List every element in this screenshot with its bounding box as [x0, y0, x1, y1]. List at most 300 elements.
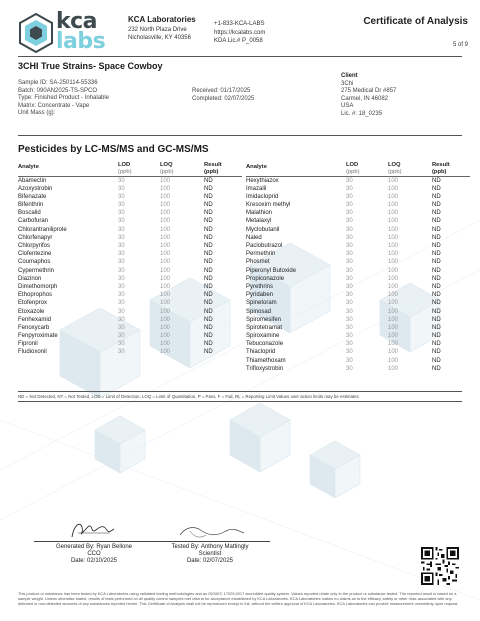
analyte-cell: Imidacloprid	[246, 193, 279, 200]
legal-disclaimer: This product or substance has been tested by KCA Laboratories using validated testing methodologies and an ISO/IEC 17025:2017 accredited quality system. Values reported relate only to the product or substance tested. The reported result is based on a sample weight. Unless otherwise stated, results of tests performed on all quality control samples met criteria for acceptance established by KCA Laboratories. KCA Laboratories makes no claims as to the efficacy, safety or other risks associated with any detected or non-detected amounts of any substances reported herein. This Certificate of Analysis shall not be reproduced except in full, without the written approval of KCA Laboratories. KCA Laboratories can provide measurement uncertainty upon request.	[18, 591, 459, 606]
loq-cell: 100	[160, 185, 171, 192]
analyte-cell: Thiacloprid	[246, 349, 276, 356]
analyte-cell: Etofenprox	[18, 300, 48, 307]
loq-cell: 100	[160, 308, 171, 315]
loq-cell: 100	[388, 349, 399, 356]
loq-cell: 100	[388, 185, 399, 192]
loq-cell: 100	[160, 202, 171, 209]
signature-block-tested	[150, 541, 270, 565]
analyte-cell: Fenhexamid	[18, 316, 52, 323]
loq-cell: 100	[388, 251, 399, 258]
result-cell: ND	[204, 218, 213, 225]
sample-matrix: Matrix: Concentrate - Vape	[18, 102, 90, 109]
table-row	[246, 267, 470, 275]
client-address1: 275 Medical Dr #857	[341, 88, 397, 95]
product-title: 3CHI True Strains- Space Cowboy	[18, 61, 163, 71]
table-row	[18, 324, 242, 332]
table-row	[246, 357, 470, 365]
loq-cell: 100	[388, 333, 399, 340]
lod-cell: 30	[346, 349, 353, 356]
result-cell: ND	[204, 177, 213, 184]
table-row	[246, 316, 470, 324]
analyte-cell: Thiamethoxam	[246, 357, 286, 364]
kca-labs-logo	[18, 9, 120, 54]
analyte-cell: Chlorfenapyr	[18, 234, 53, 241]
loq-cell: 100	[388, 202, 399, 209]
table-row	[246, 300, 470, 308]
result-cell: ND	[204, 341, 213, 348]
analyte-cell: Spinosad	[246, 308, 272, 315]
loq-cell: 100	[160, 251, 171, 258]
lab-license: KDA Lic.# P_0058	[214, 38, 263, 44]
qr-code-icon[interactable]	[421, 547, 459, 585]
table-row	[18, 193, 242, 201]
analyte-cell: Spirotetramat	[246, 324, 283, 331]
table-row	[18, 218, 242, 226]
loq-cell: 100	[160, 234, 171, 241]
header-analyte: Analyte	[246, 164, 267, 170]
analyte-cell: Cypermethrin	[18, 267, 55, 274]
table-bottom-divider	[18, 391, 462, 392]
analyte-cell: Kresoxim methyl	[246, 202, 291, 209]
signer-title: Scientist	[198, 551, 222, 557]
table-row	[246, 177, 470, 185]
lab-name: KCA Laboratories	[128, 15, 196, 24]
result-cell: ND	[204, 283, 213, 290]
batch-number: Batch: 090AN2025-TS-SPCO	[18, 87, 98, 94]
table-row	[18, 292, 242, 300]
result-cell: ND	[204, 234, 213, 241]
analyte-cell: Imazalil	[246, 185, 267, 192]
header-loq-unit: (ppb)	[388, 169, 402, 175]
analyte-cell: Spiromesifen	[246, 316, 282, 323]
table-row	[246, 202, 470, 210]
loq-cell: 100	[160, 300, 171, 307]
table-row	[246, 365, 470, 373]
loq-cell: 100	[388, 324, 399, 331]
result-cell: ND	[432, 226, 441, 233]
result-cell: ND	[204, 349, 213, 356]
lod-cell: 30	[346, 341, 353, 348]
table-row	[246, 226, 470, 234]
lod-cell: 30	[118, 349, 125, 356]
lod-cell: 30	[346, 218, 353, 225]
loq-cell: 100	[160, 349, 171, 356]
table-row	[18, 259, 242, 267]
header-loq: LOQ	[160, 162, 173, 168]
analyte-cell: Pyrethrins	[246, 283, 274, 290]
result-cell: ND	[204, 308, 213, 315]
result-cell: ND	[432, 300, 441, 307]
client-name: 3Chi	[341, 80, 354, 87]
table-row	[18, 251, 242, 259]
result-cell: ND	[432, 316, 441, 323]
lod-cell: 30	[346, 234, 353, 241]
table-row	[18, 185, 242, 193]
analyte-cell: Hexythiazox	[246, 177, 279, 184]
loq-cell: 100	[160, 193, 171, 200]
result-cell: ND	[204, 243, 213, 249]
table-row	[18, 275, 242, 283]
result-cell: ND	[432, 251, 441, 258]
result-cell: ND	[432, 267, 441, 274]
table-row	[246, 218, 470, 226]
loq-cell: 100	[388, 267, 399, 274]
lod-cell: 30	[346, 226, 353, 233]
loq-cell: 100	[160, 259, 171, 266]
client-heading: Client	[341, 73, 358, 79]
table-header	[246, 162, 470, 177]
table-row	[18, 308, 242, 316]
table-row	[246, 341, 470, 349]
lab-contact-block	[214, 20, 265, 46]
loq-cell: 100	[160, 324, 171, 331]
result-cell: ND	[204, 324, 213, 331]
result-cell: ND	[432, 324, 441, 331]
signature-block-generated	[34, 541, 154, 565]
analyte-cell: Trifloxystrobin	[246, 365, 284, 372]
signature-line	[34, 541, 154, 542]
analyte-cell: Azoxystrobin	[18, 185, 53, 192]
analyte-cell: Chlorpyrifos	[18, 243, 51, 249]
analyte-cell: Carbofuran	[18, 218, 49, 225]
loq-cell: 100	[160, 243, 171, 249]
lod-cell: 30	[346, 267, 353, 274]
info-divider	[18, 135, 462, 136]
loq-cell: 100	[388, 308, 399, 315]
lod-cell: 30	[118, 251, 125, 258]
lod-cell: 30	[346, 292, 353, 299]
client-address2: Carmel, IN 46082	[341, 95, 389, 102]
logo-text-kca: kca	[56, 9, 98, 34]
lod-cell: 30	[118, 226, 125, 233]
loq-cell: 100	[388, 218, 399, 225]
loq-cell: 100	[388, 275, 399, 282]
result-cell: ND	[204, 333, 213, 340]
table-row	[18, 177, 242, 185]
table-row	[246, 193, 470, 201]
table-row	[246, 210, 470, 218]
lod-cell: 30	[118, 324, 125, 331]
loq-cell: 100	[388, 292, 399, 299]
analyte-cell: Spinetoram	[246, 300, 277, 307]
lod-cell: 30	[346, 316, 353, 323]
header-result-unit: (ppb)	[432, 169, 447, 175]
lod-cell: 30	[118, 300, 125, 307]
abbreviation-notes: ND = Not Detected, NT = Not Tested, LOD = Limit of Detection, LOQ = Limit of Quantitation, P = Pass, F = Fail, RL = Reporting Limit Values over action limits may be estimates	[18, 394, 359, 399]
result-cell: ND	[204, 226, 213, 233]
completed-date: Completed: 02/07/2025	[192, 95, 255, 102]
analyte-cell: Phosmet	[246, 259, 270, 266]
result-cell: ND	[204, 202, 213, 209]
table-row	[18, 349, 242, 357]
loq-cell: 100	[388, 243, 399, 249]
analyte-cell: Bifenthrin	[18, 202, 44, 209]
analyte-cell: Malathion	[246, 210, 273, 217]
logo-text-labs: labs	[56, 29, 106, 54]
table-body	[246, 177, 470, 374]
header-lod-unit: (ppb)	[118, 169, 132, 175]
table-row	[246, 275, 470, 283]
result-cell: ND	[432, 292, 441, 299]
lod-cell: 30	[346, 365, 353, 372]
result-cell: ND	[432, 365, 441, 372]
signature-image	[34, 517, 154, 541]
table-row	[18, 300, 242, 308]
lod-cell: 30	[346, 333, 353, 340]
table-row	[18, 283, 242, 291]
table-row	[246, 349, 470, 357]
loq-cell: 100	[160, 316, 171, 323]
lod-cell: 30	[118, 202, 125, 209]
loq-cell: 100	[160, 292, 171, 299]
result-cell: ND	[432, 234, 441, 241]
result-cell: ND	[204, 259, 213, 266]
lod-cell: 30	[346, 251, 353, 258]
table-body	[18, 177, 242, 357]
lod-cell: 30	[118, 185, 125, 192]
client-block	[341, 73, 396, 119]
sample-info-block	[18, 80, 109, 118]
analyte-cell: Ethoprophos	[18, 292, 53, 299]
analyte-cell: Fenpyroximate	[18, 333, 58, 340]
header-lod: LOD	[118, 162, 131, 168]
lod-cell: 30	[118, 333, 125, 340]
table-row	[18, 267, 242, 275]
loq-cell: 100	[160, 267, 171, 274]
table-header	[18, 162, 242, 177]
table-row	[18, 243, 242, 251]
table-row	[18, 210, 242, 218]
lod-cell: 30	[118, 259, 125, 266]
result-cell: ND	[204, 185, 213, 192]
analyte-cell: Propiconazole	[246, 275, 285, 282]
table-row	[246, 251, 470, 259]
signer-title: CCO	[87, 551, 101, 557]
lab-phone: +1-833-KCA-LABS	[214, 21, 265, 27]
signature-line	[150, 541, 270, 542]
analyte-cell: Fipronil	[18, 341, 38, 348]
loq-cell: 100	[160, 283, 171, 290]
client-country: USA	[341, 103, 354, 110]
analyte-cell: Clofentezine	[18, 251, 52, 258]
section-title: Pesticides by LC-MS/MS and GC-MS/MS	[18, 144, 209, 155]
analyte-cell: Permethrin	[246, 251, 276, 258]
loq-cell: 100	[388, 210, 399, 217]
table-row	[18, 341, 242, 349]
unit-mass: Unit Mass (g):	[18, 110, 56, 117]
loq-cell: 100	[160, 218, 171, 225]
analyte-cell: Fenoxycarb	[18, 324, 50, 331]
pesticides-table-right	[246, 162, 470, 374]
result-cell: ND	[432, 341, 441, 348]
analyte-cell: Tebuconazole	[246, 341, 284, 348]
analyte-cell: Boscalid	[18, 210, 41, 217]
lod-cell: 30	[118, 243, 125, 249]
result-cell: ND	[432, 259, 441, 266]
loq-cell: 100	[160, 275, 171, 282]
result-cell: ND	[432, 283, 441, 290]
analyte-cell: Chlorantraniliprole	[18, 226, 67, 233]
table-row	[246, 234, 470, 242]
lod-cell: 30	[118, 292, 125, 299]
result-cell: ND	[204, 316, 213, 323]
analyte-cell: Fludioxonil	[18, 349, 47, 356]
result-cell: ND	[432, 177, 441, 184]
analyte-cell: Etoxazole	[18, 308, 45, 315]
result-cell: ND	[204, 193, 213, 200]
analyte-cell: Piperonyl Butoxide	[246, 267, 297, 274]
loq-cell: 100	[388, 365, 399, 372]
loq-cell: 100	[388, 259, 399, 266]
analyte-cell: Myclobutanil	[246, 226, 280, 233]
table-row	[18, 202, 242, 210]
lod-cell: 30	[346, 283, 353, 290]
lod-cell: 30	[118, 308, 125, 315]
signature-date: Date: 02/10/2025	[70, 558, 118, 564]
signer-name: Generated By: Ryan Bellone	[55, 544, 133, 550]
lod-cell: 30	[346, 357, 353, 364]
header-divider	[18, 56, 462, 57]
lod-cell: 30	[346, 210, 353, 217]
loq-cell: 100	[160, 226, 171, 233]
lod-cell: 30	[346, 259, 353, 266]
result-cell: ND	[432, 202, 441, 209]
loq-cell: 100	[160, 333, 171, 340]
loq-cell: 100	[388, 316, 399, 323]
lab-website[interactable]: https://kcalabs.com	[214, 29, 266, 36]
analyte-cell: Metalaxyl	[246, 218, 272, 225]
lod-cell: 30	[118, 341, 125, 348]
table-row	[246, 185, 470, 193]
result-cell: ND	[204, 210, 213, 217]
analyte-cell: Bifenazate	[18, 193, 47, 200]
signature-image	[150, 517, 270, 541]
analyte-cell: Spiroxamine	[246, 333, 280, 340]
lod-cell: 30	[118, 316, 125, 323]
result-cell: ND	[204, 267, 213, 274]
dates-block	[192, 88, 254, 103]
header-analyte: Analyte	[18, 164, 39, 170]
result-cell: ND	[432, 210, 441, 217]
header-result: Result	[204, 162, 222, 168]
document-title: Certificate of Analysis	[363, 16, 468, 27]
result-cell: ND	[432, 308, 441, 315]
table-row	[246, 324, 470, 332]
analyte-cell: Dimethomorph	[18, 283, 58, 290]
loq-cell: 100	[388, 341, 399, 348]
page-header	[18, 9, 468, 56]
table-row	[246, 283, 470, 291]
table-row	[18, 316, 242, 324]
lod-cell: 30	[346, 193, 353, 200]
analyte-cell: Naled	[246, 234, 262, 241]
lod-cell: 30	[346, 243, 353, 249]
result-cell: ND	[432, 193, 441, 200]
lod-cell: 30	[118, 177, 125, 184]
table-row	[18, 333, 242, 341]
analyte-cell: Abamectin	[18, 177, 47, 184]
sample-type: Type: Finished Product - Inhalable	[18, 95, 110, 102]
loq-cell: 100	[388, 177, 399, 184]
client-license: Lic. #: 18_0235	[341, 110, 383, 117]
result-cell: ND	[204, 292, 213, 299]
loq-cell: 100	[160, 177, 171, 184]
header-result-unit: (ppb)	[204, 169, 219, 175]
table-row	[18, 226, 242, 234]
loq-cell: 100	[388, 357, 399, 364]
result-cell: ND	[204, 300, 213, 307]
table-row	[246, 259, 470, 267]
lod-cell: 30	[346, 300, 353, 307]
table-row	[246, 308, 470, 316]
lod-cell: 30	[346, 185, 353, 192]
received-date: Received: 01/17/2025	[192, 88, 251, 94]
loq-cell: 100	[388, 226, 399, 233]
result-cell: ND	[432, 333, 441, 340]
lod-cell: 30	[118, 218, 125, 225]
table-row	[246, 292, 470, 300]
lab-address-line1: 232 North Plaza Drive	[128, 26, 187, 33]
lod-cell: 30	[118, 210, 125, 217]
header-lod: LOD	[346, 162, 359, 168]
result-cell: ND	[432, 185, 441, 192]
lab-address-block	[128, 16, 196, 43]
result-cell: ND	[432, 218, 441, 225]
notes-divider	[18, 401, 462, 402]
signature-date: Date: 02/07/2025	[186, 558, 234, 564]
result-cell: ND	[432, 243, 441, 249]
lod-cell: 30	[346, 177, 353, 184]
loq-cell: 100	[388, 234, 399, 241]
lod-cell: 30	[118, 234, 125, 241]
header-lod-unit: (ppb)	[346, 169, 360, 175]
lod-cell: 30	[118, 267, 125, 274]
table-row	[246, 243, 470, 251]
header-loq: LOQ	[388, 162, 401, 168]
analyte-cell: Diazinon	[18, 275, 42, 282]
result-cell: ND	[204, 275, 213, 282]
table-row	[18, 234, 242, 242]
result-cell: ND	[432, 357, 441, 364]
header-loq-unit: (ppb)	[160, 169, 174, 175]
loq-cell: 100	[388, 300, 399, 307]
table-row	[246, 333, 470, 341]
sample-id: Sample ID: SA-250114-55336	[18, 80, 98, 86]
lod-cell: 30	[346, 308, 353, 315]
result-cell: ND	[432, 349, 441, 356]
lod-cell: 30	[346, 202, 353, 209]
lod-cell: 30	[346, 275, 353, 282]
analyte-cell: Paclobutrazol	[246, 243, 283, 249]
signer-name: Tested By: Anthony Mattingly	[171, 544, 249, 550]
result-cell: ND	[204, 251, 213, 258]
pesticides-table-left	[18, 162, 242, 357]
hexagon-icon	[18, 13, 54, 53]
page-number: 5 of 9	[452, 42, 468, 48]
lod-cell: 30	[118, 283, 125, 290]
lod-cell: 30	[118, 275, 125, 282]
analyte-cell: Coumaphos	[18, 259, 51, 266]
loq-cell: 100	[160, 210, 171, 217]
lod-cell: 30	[346, 324, 353, 331]
lab-address-line2: Nicholasville, KY 40356	[128, 35, 191, 41]
loq-cell: 100	[160, 341, 171, 348]
loq-cell: 100	[388, 283, 399, 290]
result-cell: ND	[432, 275, 441, 282]
header-result: Result	[432, 162, 450, 168]
analyte-cell: Pyridaben	[246, 292, 274, 299]
